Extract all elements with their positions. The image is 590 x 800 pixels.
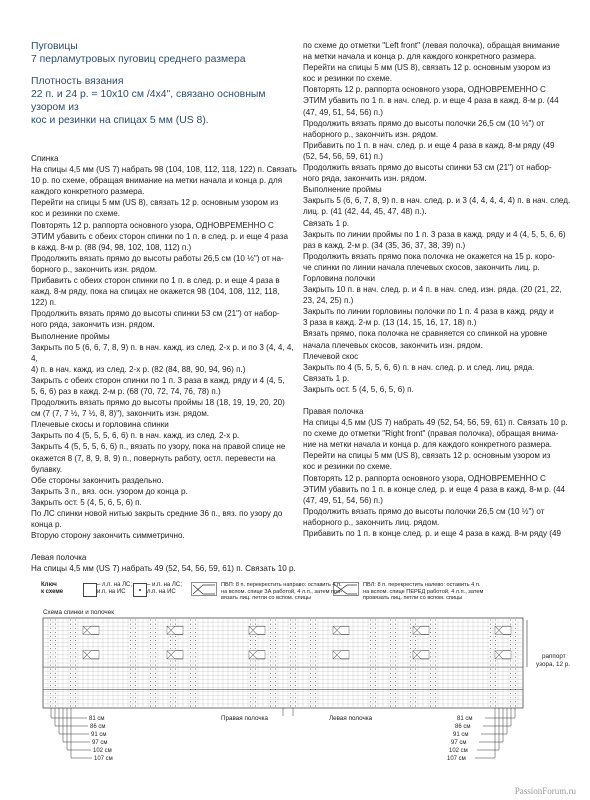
text-line: 122) п. bbox=[31, 298, 57, 308]
size-label-right: 81 см bbox=[457, 716, 473, 722]
text-line: 3 раза в кажд. 2-м р. (13 (14, 15, 16, 17, 18) п.) bbox=[303, 318, 477, 328]
text-line: Связать 1 р. bbox=[303, 373, 350, 383]
text-line: Закрыть ост. 5 (4, 5, 6, 5, 6) п. bbox=[303, 384, 414, 394]
text-line: Горловина полочки bbox=[303, 273, 376, 283]
text-line: Выполнение проймы bbox=[303, 185, 382, 195]
left-front-label: Левая полочка bbox=[329, 715, 373, 722]
text-line: кажд. 8-м ряду, пока на спицах не окажется 98 (104, 108, 112, 118, bbox=[31, 287, 280, 297]
purl-symbol-icon bbox=[133, 583, 147, 597]
text-line: ние на метки начала и конца р. для каждого конкретного размера. bbox=[303, 440, 552, 450]
text-line: (52, 54, 56, 59, 61) п.) bbox=[303, 151, 383, 161]
text-line: кос и резинки по схеме. bbox=[31, 209, 120, 219]
text-line: Закрыть ост. 5 (4, 5, 6, 5, 6) п. bbox=[31, 497, 142, 507]
text-line: начала плечевых скосов, закончить изн. рядом. bbox=[303, 340, 483, 350]
text-line: кос и резинки по схеме. bbox=[303, 462, 392, 472]
text-line: (47, 49, 51, 54, 56) п.) bbox=[303, 495, 383, 505]
cable-right-icon bbox=[191, 582, 217, 598]
left-front-title: Левая полочка bbox=[31, 553, 87, 563]
buttons-text: 7 перламутровых пуговиц среднего размера bbox=[31, 54, 246, 65]
legend-item-purl: – и.п. на ЛС; л.п. на ИС bbox=[147, 582, 182, 595]
text-line: Продолжить вязать прямо до высоты полочки 26,5 см (10 ½") от bbox=[303, 118, 545, 128]
text-line: конца р. bbox=[31, 520, 62, 530]
back-title: Спинка bbox=[31, 154, 59, 163]
knit-symbol-icon bbox=[83, 583, 97, 597]
text-line: ЭТИМ убавить с обеих сторон спинки по 1 п. в след. р. и еще 4 раза bbox=[31, 231, 289, 241]
text-line: Продолжить вязать прямо пока полочка не окажется на 15 р. коро- bbox=[303, 251, 555, 261]
size-label-right: 107 см bbox=[447, 756, 466, 762]
text-line: Закрыть 10 п. в нач. след. р. и 4 п. в нач. след. изн. ряда. (20 (21, 22, bbox=[303, 285, 562, 295]
text-line: 5, 6, 6) раз в кажд. 2-м р. (68 (70, 72, 74, 76, 78) п.) bbox=[31, 386, 221, 396]
text-line: На спицы 4,5 мм (US 7) набрать 49 (52, 54, 56, 59, 61) п. Связать 10 р. bbox=[303, 418, 568, 428]
text-line: Прибавить по 1 п. в нач. след. р. и еще 4 раза в кажд. 8-м ряду (49 bbox=[303, 140, 555, 150]
repeat-label-2: узора, 12 р. bbox=[536, 661, 570, 668]
text-line: Перейти на спицы 5 мм (US 8), связать 12 р. основным узором из bbox=[303, 451, 551, 461]
text-line: Прибавить по 1 п. в конце след. р. и еще 4 раза в кажд. 8-м ряду (49 bbox=[303, 529, 561, 539]
size-label-right: 102 см bbox=[449, 748, 468, 754]
size-label-left: 107 см bbox=[94, 756, 113, 762]
left-column bbox=[31, 40, 301, 574]
text-line: На спицы 4,5 мм (US 7) набрать 98 (104, 108, 112, 118, 122) п. Связать bbox=[31, 165, 297, 175]
right-column bbox=[303, 40, 573, 539]
text-line: Плечевой скос bbox=[303, 351, 359, 361]
text-line: наборного р., закончить лиц. рядом. bbox=[303, 517, 440, 527]
back-instructions bbox=[31, 164, 301, 541]
size-markers bbox=[51, 708, 515, 762]
text-line: 10 р. по схеме, обращая внимание на метки начала и конца р. для bbox=[31, 176, 283, 186]
text-line: Выполнение проймы bbox=[31, 331, 110, 341]
text-line: борного р., закончить изн. рядом. bbox=[31, 264, 158, 274]
text-line: булавку. bbox=[31, 464, 62, 474]
text-line: 4) п. в нач. кажд. из след. 2-х р. (82 (84, 88, 90, 94, 96) п.) bbox=[31, 364, 246, 374]
text-line: Связать 1 р. bbox=[303, 218, 350, 228]
chart-legend bbox=[33, 582, 573, 604]
text-line: Плечевые скосы и горловина спинки bbox=[31, 420, 169, 430]
text-line: лиц. р. (41 (42, 44, 45, 47, 48) п.). bbox=[303, 207, 427, 217]
size-label-right: 97 см bbox=[451, 740, 467, 746]
text-line: Продолжить вязать прямо до высоты работы 26,5 см (10 ½") от на- bbox=[31, 253, 284, 263]
size-label-left: 102 см bbox=[93, 748, 112, 754]
text-line: ЭТИМ убавить по 1 п. в конце след. р. и еще 4 раза в кажд. 8-м р. (44 bbox=[303, 484, 565, 494]
right-front-instructions bbox=[303, 417, 573, 539]
legend-item-knit: – л.п. на ЛС; и.п. на ИС bbox=[97, 582, 133, 595]
text-line: Перейти на спицы 5 мм (US 8), связать 12 р. основным узором из bbox=[303, 63, 551, 73]
text-line: Закрыть по линии проймы по 1 п. 3 раза в кажд. ряду и 4 (4, 5, 5, 6, 6) bbox=[303, 229, 566, 239]
text-line: Закрыть по 5 (6, 6, 7, 8, 9) п. в нач. кажд. из след. 2-х р. и по 3 (4, 4, 4, 4, bbox=[31, 342, 294, 363]
text-line: на метки начала и конца р. для каждого конкретного размера. bbox=[303, 52, 537, 62]
text-line: Продолжить вязать прямо до высоты полочки 26,5 см (10 ½") от bbox=[303, 506, 545, 516]
chart-title: Схема спинки и полочек bbox=[43, 609, 114, 616]
size-label-left: 91 см bbox=[91, 732, 107, 738]
text-line: см (7 (7, 7 ½, 7 ½, 8, 8)"), закончить изн. рядом. bbox=[31, 409, 210, 419]
text-line: Закрыть 5 (6, 6, 7, 8, 9) п. в нач. след. р. и 3 (4, 4, 4, 4, 4) п. в нач. след. bbox=[303, 196, 571, 206]
text-line: Повторять 12 р. раппорта основного узора, ОДНОВРЕМЕННО С bbox=[31, 220, 274, 230]
text-line: по схеме до отметки "Left front" (левая полочка), обращая внимание bbox=[303, 41, 560, 50]
repeat-label-1: раппорт bbox=[542, 653, 566, 660]
text-line: Перейти на спицы 5 мм (US 8), связать 12 р. основным узором из bbox=[31, 198, 279, 208]
cable-left-icon bbox=[333, 582, 359, 598]
left-front-instructions bbox=[31, 563, 301, 574]
left-front-continued bbox=[303, 40, 573, 395]
text-line: че спинки по линии начала плечевых скосов, закончить лиц. р. bbox=[303, 262, 540, 272]
text-line: раз в кажд. 2-м р. (34 (35, 36, 37, 38, 39) п.) bbox=[303, 240, 466, 250]
text-line: Закрыть 4 (5, 5, 5, 6, 6) п., вязать по узору, пока на правой спице не bbox=[31, 442, 286, 452]
text-line: Закрыть по линии горловины полочки по 1 п. 4 раза в кажд. ряду и bbox=[303, 307, 554, 317]
text-line: По ЛС спинки новой нитью закрыть средние 36 п., вяз. по узору до bbox=[31, 509, 283, 518]
size-label-left: 86 см bbox=[90, 724, 106, 730]
text-line: каждого конкретного размера. bbox=[31, 187, 145, 197]
gauge-text-1: 22 п. и 24 р. = 10x10 см /4x4", связано основным узором из bbox=[31, 89, 266, 113]
text-line: Повторять 12 р. раппорта основного узора, ОДНОВРЕМЕННО С bbox=[303, 85, 546, 95]
text-line: Закрыть по 4 (5, 5, 5, 6, 6) п. в нач. кажд. из след. 2-х р. bbox=[31, 431, 240, 441]
legend-key-title: Ключ к схеме bbox=[41, 582, 64, 595]
text-line: Закрыть с обеих сторон спинки по 1 п. 3 раза в кажд. ряду и 4 (4, 5, bbox=[31, 375, 285, 385]
text-line: Повторять 12 р. раппорта основного узора, ОДНОВРЕМЕННО С bbox=[303, 473, 546, 483]
text-line: Вторую сторону закончить симметрично. bbox=[31, 531, 185, 541]
gauge-title: Плотность вязания bbox=[31, 76, 124, 87]
text-line: Прибавить с обеих сторон спинки по 1 п. в след. р. и еще 4 раза в bbox=[31, 276, 280, 286]
text-line: наборного р., закончить изн. рядом. bbox=[303, 129, 439, 139]
text-line: 23, 24, 25) п.) bbox=[303, 296, 354, 306]
size-label-left: 81 см bbox=[89, 716, 105, 722]
size-label-right: 86 см bbox=[455, 724, 471, 730]
text-line: по схеме до отметки "Right front" (правая полочка), обращая внима- bbox=[303, 429, 559, 439]
watermark: PassionForum.ru bbox=[514, 786, 576, 796]
text-line: Закрыть по 4 (5, 5, 5, 6, 6) п. в нач. след. р. и след. лиц. ряда. bbox=[303, 362, 535, 372]
text-line: Продолжить вязать прямо до высоты проймы 18 (18, 19, 19, 20, 20) bbox=[31, 398, 285, 408]
text-line: Продолжить вязать прямо до высоты спинки 53 см (21") от набор- bbox=[31, 309, 280, 319]
text-line: в кажд. 8-м р. (88 (94, 98, 102, 108, 112) п.) bbox=[31, 242, 192, 252]
text-line: Закрыть 3 п., вяз. осн. узором до конца р. bbox=[31, 486, 188, 496]
text-line: (47, 49, 51, 54, 56) п.) bbox=[303, 107, 383, 117]
text-line: ного ряда, закончить изн. рядом. bbox=[31, 320, 155, 330]
buttons-title: Пуговицы bbox=[31, 41, 78, 52]
text-line: ного ряда, закончить изн. рядом. bbox=[303, 174, 427, 184]
cable-left-note: ПВЛ: 8 п. перекрестить налево: оставить 4 п. на вспом. спице ПЕРЕД работой, 4 л.п., затем провязать лиц. петли со вспом. спицы bbox=[363, 582, 484, 602]
text-line: Вязать прямо, пока полочка не сравняется со спинкой на уровне bbox=[303, 329, 548, 339]
text-line: На спицы 4,5 мм (US 7) набрать 49 (52, 54, 56, 59, 61) п. Связать 10 р. bbox=[31, 564, 296, 574]
gauge-text-2: кос и резинки на спицах 5 мм (US 8). bbox=[31, 115, 209, 126]
text-line: окажется 8 (7, 8, 9, 8, 9) п., повернуть работу, остл. перевести на bbox=[31, 453, 276, 463]
text-line: ЭТИМ убавить по 1 п. в нач. след. р. и еще 4 раза в кажд. 8-м р. (44 bbox=[303, 96, 559, 106]
text-line: Обе стороны закончить раздельно. bbox=[31, 475, 164, 485]
cable-right-note: ПВП: 8 п. перекрестить направо: оставить 4 п. на вспом. спице ЗА работой, 4 л.п., затем про- вязать лиц. петли со вспом. спицы bbox=[221, 582, 343, 602]
text-line: кос и резинки по схеме. bbox=[303, 74, 392, 84]
chart-grid bbox=[43, 618, 527, 708]
right-front-label: Правая полочка bbox=[221, 715, 269, 722]
knitting-chart bbox=[33, 606, 578, 791]
size-label-right: 91 см bbox=[453, 732, 469, 738]
right-front-title: Правая полочка bbox=[303, 407, 364, 416]
size-label-left: 97 см bbox=[92, 740, 108, 746]
text-line: Продолжить вязать прямо до высоты спинки 53 см (21") от набор- bbox=[303, 163, 552, 173]
